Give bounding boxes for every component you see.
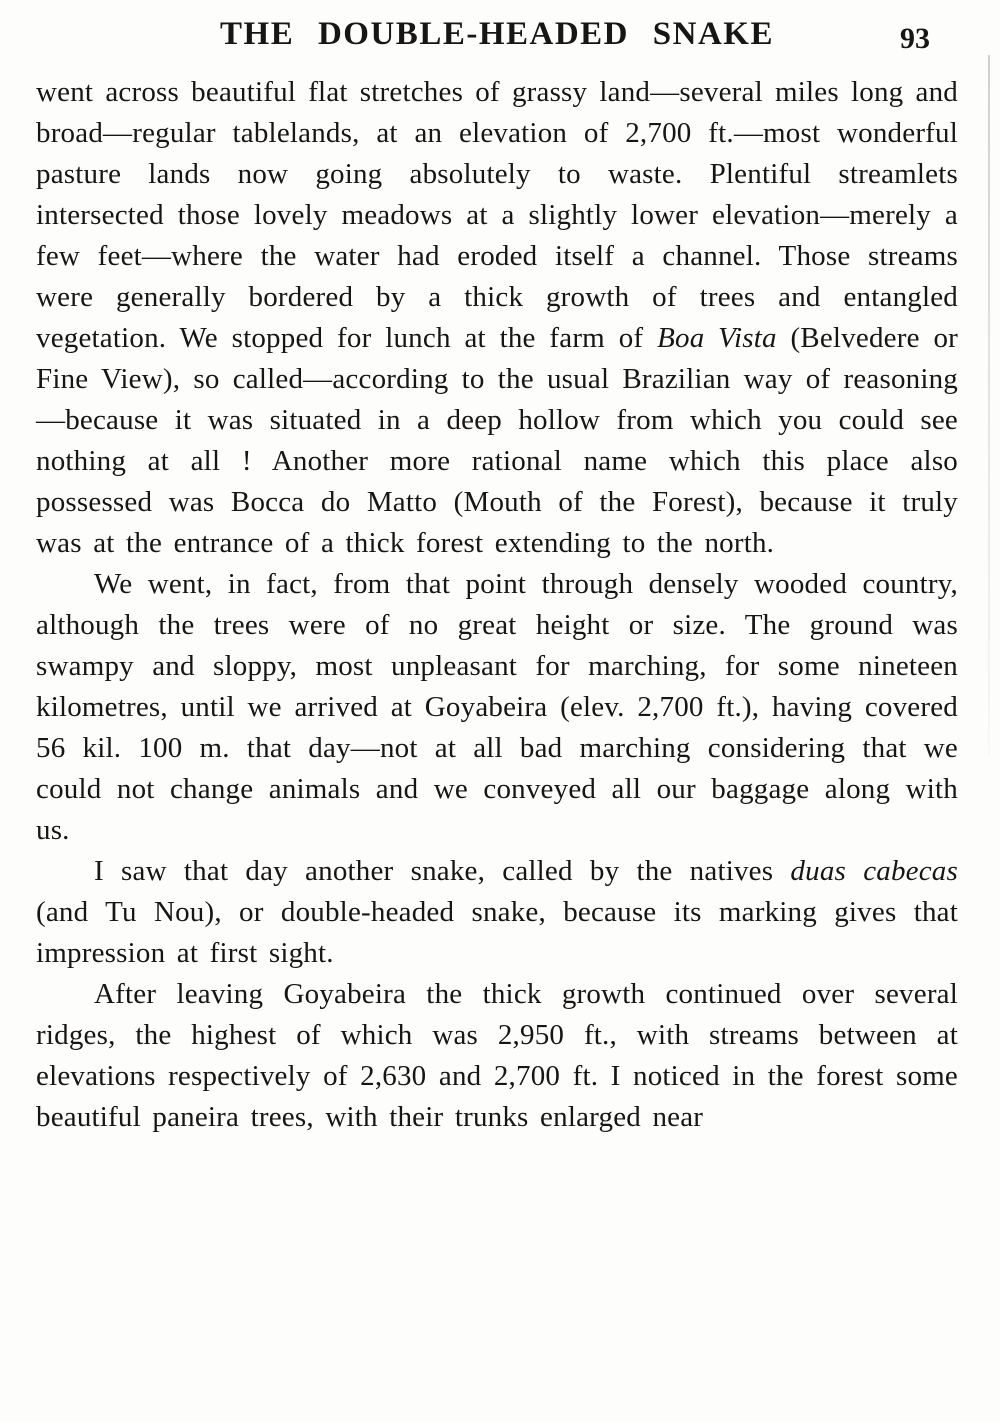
text-segment: went across beautiful flat stretches of grassy land—several miles long and broad—regular tablelands, at an elevation of 2,700 ft.—most wonderful pasture lands now going absolutely to waste. Plentiful streamlets intersected those lovely meadows at a slightly lower elevation—merely a few feet—where the water had eroded itself a channel. Those streams were generally bordered by a thick growth of trees and entangled vegetation. We stopped for lunch at the farm of: [36, 76, 958, 354]
paragraph: [36, 974, 958, 1138]
text-segment: (and Tu Nou), or double-headed snake, because its marking gives that impression at first sight.: [36, 896, 958, 969]
page-header: [36, 12, 958, 64]
italic-text-segment: duas cabecas: [790, 855, 958, 887]
text-segment: After leaving Goyabeira the thick growth continued over several ridges, the highest of which was 2,950 ft., with streams between at elevations respectively of 2,630 and 2,700 ft. I noticed in the forest some beautiful paneira trees, with their trunks enlarged near: [36, 978, 958, 1133]
running-title: THE DOUBLE-HEADED SNAKE: [220, 16, 774, 52]
paragraph: [36, 851, 958, 974]
paragraph: [36, 72, 958, 564]
text-segment: We went, in fact, from that point through densely wooded country, although the trees were of no great height or size. The ground was swampy and sloppy, most unpleasant for marching, for some nineteen kilometres, until we arrived at Goyabeira (elev. 2,700 ft.), having covered 56 kil. 100 m. that day—not at all bad marching considering that we could not change animals and we conveyed all our baggage along with us.: [36, 568, 958, 846]
page-number: 93: [900, 22, 930, 55]
text-segment: (Belvedere or Fine View), so called—according to the usual Brazilian way of reasoning—because it was situated in a deep hollow from which you could see nothing at all ! Another more rational name which this place also possessed was Bocca do Matto (Mouth of the Forest), because it truly was at the entrance of a thick forest extending to the north.: [36, 322, 958, 559]
italic-text-segment: Boa Vista: [657, 322, 777, 354]
page-body: [36, 72, 958, 1138]
text-segment: I saw that day another snake, called by the natives: [94, 855, 791, 887]
paragraph: [36, 564, 958, 851]
